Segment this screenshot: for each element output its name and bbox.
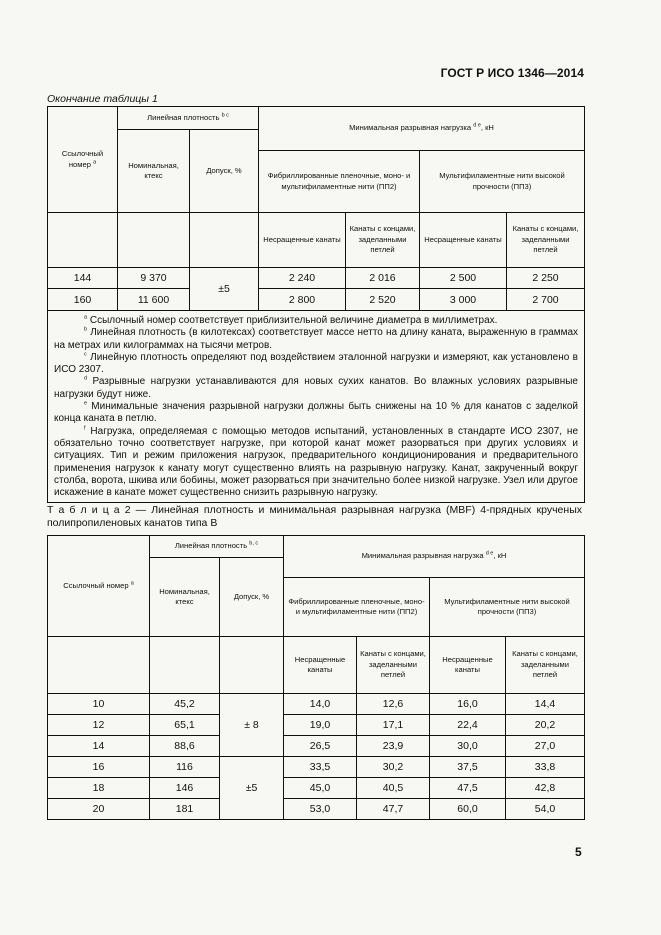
note-e: $^e$ Минимальные значения разрывной нагрузки должны быть снижены на 10 % для канатов с заделкой конца каната в петлю.	[54, 400, 579, 425]
t1-header-g2-unspliced: Несращенные канаты	[420, 213, 507, 268]
t1-header-group1: Фибриллированные пленочные, моно- и мультифиламентные нити (ПП2)	[259, 151, 420, 213]
table-row	[48, 799, 585, 820]
t2-cell: 54,0	[506, 799, 585, 820]
t2-cell: 14,4	[506, 694, 585, 715]
t2-cell: 12	[48, 715, 150, 736]
t2-cell-tolerance: ±5	[220, 757, 284, 820]
t2-header-linear-density: Линейная плотность $^{b, c}$	[150, 536, 284, 558]
t1-cell: 2 250	[507, 268, 585, 289]
table-row	[48, 778, 585, 799]
t1-cell: 9 370	[118, 268, 190, 289]
t2-header-group1: Фибриллированные пленочные, моно- и мультифиламентные нити (ПП2)	[284, 578, 430, 637]
note-f: $^f$ Нагрузка, определяемая с помощью методов испытаний, установленных в стандарте ИСО 2307, не обязательно точно соответствует нагрузке, при которой канат может разорваться при других условиях и ситуациях. Тип и режим приложения нагрузок, предварительного кондиционирования и предварительного применения нагрузок к канату могут существенно влиять на разрывную нагрузку. Канат, закрученный вокруг столба, ворота, шкива или бобины, может разорваться при значительно более низкой нагрузке. Узел или другое искажение в канате может существенно снизить разрывную нагрузку.	[54, 425, 579, 499]
t2-header-g2-spliced: Канаты с концами, заделанными петлей	[506, 637, 585, 694]
table-row	[48, 715, 585, 736]
table-row	[48, 757, 585, 778]
t2-header-min-load: Минимальная разрывная нагрузка $^{d e}$, кН	[284, 536, 585, 578]
table-row	[48, 694, 585, 715]
t2-cell: 20,2	[506, 715, 585, 736]
t2-header-nominal: Номинальная, ктекс	[150, 558, 220, 637]
t2-header-ref-no: Ссылочный номер $^a$	[48, 536, 150, 637]
t2-cell: 45,2	[150, 694, 220, 715]
t1-cell: 2 520	[346, 289, 420, 311]
t1-cell: 144	[48, 268, 118, 289]
page-number: 5	[575, 845, 582, 859]
document-code: ГОСТ Р ИСО 1346—2014	[440, 66, 584, 80]
t2-cell: 14,0	[284, 694, 357, 715]
t1-header-min-load: Минимальная разрывная нагрузка $^{d e}$, кН	[259, 107, 585, 151]
t2-cell: 10	[48, 694, 150, 715]
t2-cell: 116	[150, 757, 220, 778]
t2-cell: 60,0	[430, 799, 506, 820]
t2-cell: 27,0	[506, 736, 585, 757]
note-a: $^a$ Ссылочный номер соответствует приблизительной величине диаметра в миллиметрах.	[84, 314, 498, 326]
table2	[47, 535, 585, 820]
table-row	[48, 268, 585, 289]
t2-cell: 42,8	[506, 778, 585, 799]
t2-cell: 14	[48, 736, 150, 757]
t2-cell: 33,5	[284, 757, 357, 778]
t1-header-g2-spliced: Канаты с концами, заделанными петлей	[507, 213, 585, 268]
t2-header-tolerance: Допуск, %	[220, 558, 284, 637]
t1-header-g1-spliced: Канаты с концами, заделанными петлей	[346, 213, 420, 268]
t2-cell: 18	[48, 778, 150, 799]
t2-header-g2-unspliced: Несращенные канаты	[430, 637, 506, 694]
t2-cell: 45,0	[284, 778, 357, 799]
t2-cell: 12,6	[357, 694, 430, 715]
table-row	[48, 736, 585, 757]
t2-cell: 30,0	[430, 736, 506, 757]
t2-cell: 47,7	[357, 799, 430, 820]
t2-header-g1-spliced: Канаты с концами, заделанными петлей	[357, 637, 430, 694]
t2-cell: 20	[48, 799, 150, 820]
t1-cell-tolerance: ±5	[190, 268, 259, 311]
t2-cell: 88,6	[150, 736, 220, 757]
note-d: $^d$ Разрывные нагрузки устанавливаются для новых сухих канатов. Во влажных условиях разрывные нагрузки будут ниже.	[54, 376, 578, 400]
t1-cell: 2 016	[346, 268, 420, 289]
t2-cell: 47,5	[430, 778, 506, 799]
t1-cell: 2 800	[259, 289, 346, 311]
t1-cell: 2 240	[259, 268, 346, 289]
t1-header-ref-no: Ссылочный номер $^a$	[48, 107, 118, 213]
t2-cell: 146	[150, 778, 220, 799]
t2-header-g1-unspliced: Несращенные канаты	[284, 637, 357, 694]
table1	[47, 106, 585, 503]
table-row	[48, 289, 585, 311]
t1-cell: 160	[48, 289, 118, 311]
t2-cell: 40,5	[357, 778, 430, 799]
table2-caption: Т а б л и ц а 2 — Линейная плотность и минимальная разрывная нагрузка (MBF) 4-прядных крученых полипропиленовых канатов типа B	[47, 504, 582, 529]
table1-notes	[48, 311, 585, 503]
t2-cell: 30,2	[357, 757, 430, 778]
t2-cell: 23,9	[357, 736, 430, 757]
t1-cell: 3 000	[420, 289, 507, 311]
t2-cell: 22,4	[430, 715, 506, 736]
t1-cell: 11 600	[118, 289, 190, 311]
t2-cell: 17,1	[357, 715, 430, 736]
t2-cell: 19,0	[284, 715, 357, 736]
t1-header-nominal: Номинальная, ктекс	[118, 130, 190, 213]
t2-cell: 37,5	[430, 757, 506, 778]
t1-header-group2: Мультифиламентные нити высокой прочности (ПП3)	[420, 151, 585, 213]
t1-cell: 2 500	[420, 268, 507, 289]
t1-cell: 2 700	[507, 289, 585, 311]
t2-cell: 26,5	[284, 736, 357, 757]
t1-header-linear-density: Линейная плотность $^{b c}$	[118, 107, 259, 130]
note-c: $^c$ Линейную плотность определяют под воздействием эталонной нагрузки и измеряют, как установлено в ИСО 2307.	[54, 351, 578, 376]
t2-cell: 181	[150, 799, 220, 820]
t2-cell: 65,1	[150, 715, 220, 736]
t1-header-tolerance: Допуск, %	[190, 130, 259, 213]
table1-caption: Окончание таблицы 1	[47, 93, 158, 105]
t2-cell: 53,0	[284, 799, 357, 820]
t1-header-g1-unspliced: Несращенные канаты	[259, 213, 346, 268]
t2-header-group2: Мультифиламентные нити высокой прочности (ПП3)	[430, 578, 585, 637]
t2-cell: 33,8	[506, 757, 585, 778]
t2-cell: 16,0	[430, 694, 506, 715]
note-b: $^b$ Линейная плотность (в килотексах) соответствует массе нетто на длину каната, выраженную в граммах на метрах или килограммах на тысячи метров.	[54, 326, 579, 351]
t2-cell-tolerance: ± 8	[220, 694, 284, 757]
t2-cell: 16	[48, 757, 150, 778]
